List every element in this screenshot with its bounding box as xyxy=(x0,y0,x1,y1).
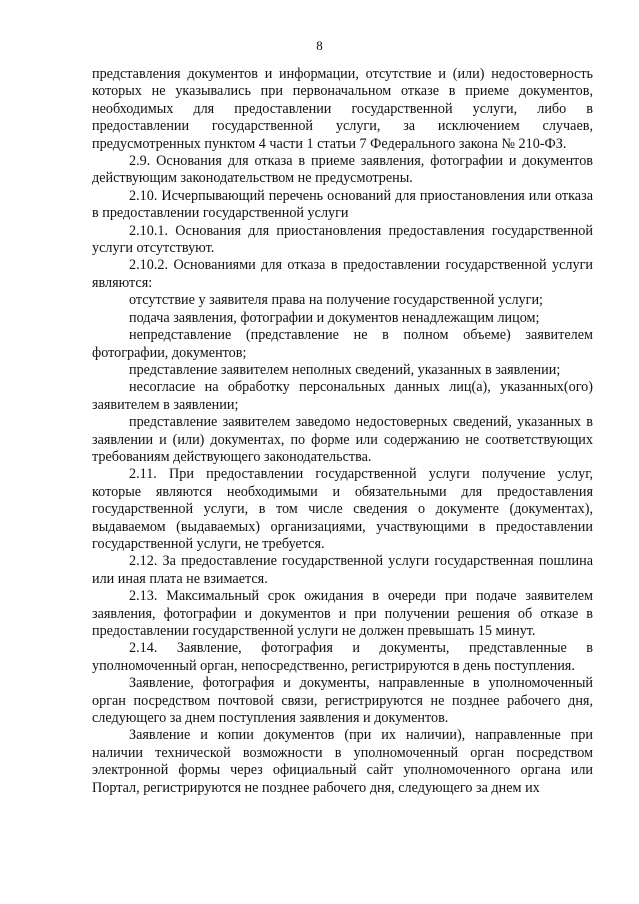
list-item: несогласие на обработку персональных данных лиц(а), указанных(ого) заявителем в заявлении; xyxy=(92,379,593,413)
paragraph: 2.9. Основания для отказа в приеме заявления, фотографии и документов действующим законодательством не предусмотрены. xyxy=(92,153,593,187)
list-item: представление заявителем заведомо недостоверных сведений, указанных в заявлении и (или) документах, по форме или содержанию не соответствующих требованиям действующего законодательства. xyxy=(92,414,593,465)
document-body xyxy=(92,66,593,797)
paragraph: 2.13. Максимальный срок ожидания в очереди при подаче заявителем заявления, фотографии и документов и при получении решения об отказе в предоставлении государственной услуги не должен превышать 15 минут. xyxy=(92,588,593,639)
paragraph: Заявление и копии документов (при их наличии), направленные при наличии технической возможности в уполномоченный орган посредством электронной формы через официальный сайт уполномоченного органа или Портал, регистрируются не позднее рабочего дня, следующего за днем их xyxy=(92,727,593,796)
paragraph: 2.10. Исчерпывающий перечень оснований для приостановления или отказа в предоставлении государственной услуги xyxy=(92,187,593,222)
list-item: подача заявления, фотографии и документов ненадлежащим лицом; xyxy=(129,309,540,326)
list-item: непредставление (представление не в полном объеме) заявителем фотографии, документов; xyxy=(92,327,593,361)
list-item: отсутствие у заявителя права на получение государственной услуги; xyxy=(129,292,543,309)
paragraph: 2.10.1. Основания для приостановления предоставления государственной услуги отсутствуют. xyxy=(92,222,593,257)
list-item: представление заявителем неполных сведений, указанных в заявлении; xyxy=(129,361,561,378)
paragraph: 2.14. Заявление, фотография и документы, представленные в уполномоченный орган, непосредственно, регистрируются в день поступления. xyxy=(92,640,593,674)
paragraph: 2.11. При предоставлении государственной услуги получение услуг, которые являются необходимыми и обязательными для предоставления государственной услуги, в том числе сведения о документе (документах), выдаваемом (выдаваемых) организациями, участвующими в предоставлении государственной услуги, не требуется. xyxy=(92,466,593,552)
paragraph: представления документов и информации, отсутствие и (или) недостоверность которых не указывались при первоначальном отказе в приеме документов, необходимых для предоставлении государственной услуги, либо в предоставлении государственной услуги, за исключением случаев, предусмотренных пунктом 4 части 1 статьи 7 Федерального закона № 210-ФЗ. xyxy=(92,66,593,152)
paragraph: 2.10.2. Основаниями для отказа в предоставлении государственной услуги являются: xyxy=(92,257,593,291)
paragraph: 2.12. За предоставление государственной услуги государственная пошлина или иная плата не взимается. xyxy=(92,553,593,587)
page-number: 8 xyxy=(316,38,323,53)
paragraph: Заявление, фотография и документы, направленные в уполномоченный орган посредством почтовой связи, регистрируются не позднее рабочего дня, следующего за днем поступления заявления и документов. xyxy=(92,675,593,727)
